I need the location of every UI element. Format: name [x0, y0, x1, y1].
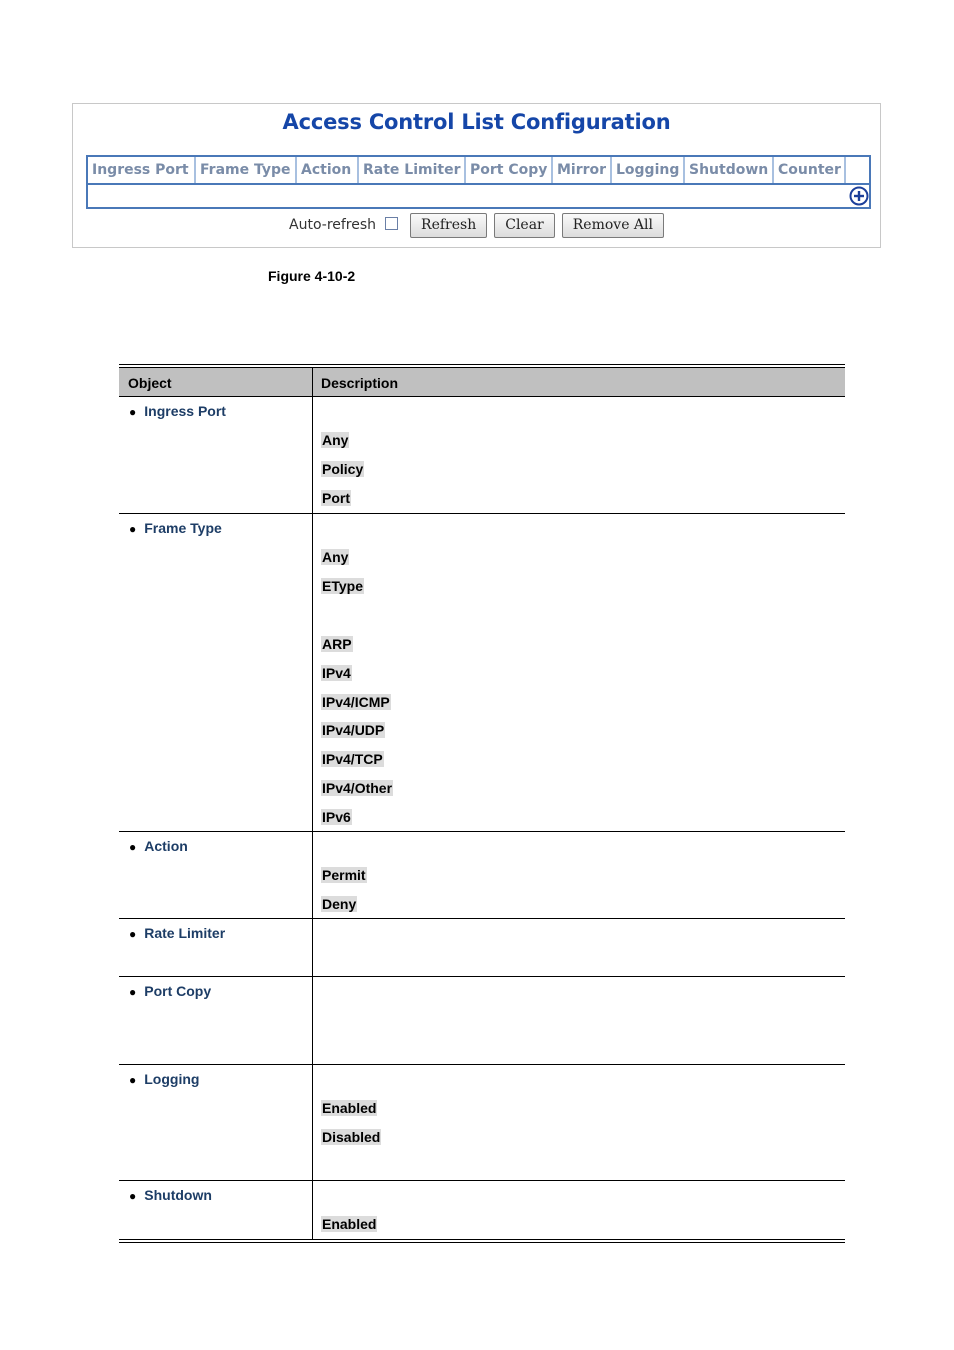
option-label: IPv4/UDP — [322, 722, 385, 738]
description-cell — [313, 514, 845, 831]
object-cell — [119, 397, 313, 513]
option-label: Enabled — [322, 1100, 377, 1116]
option-label: Policy — [322, 461, 364, 477]
col-action: Action — [297, 157, 359, 183]
refresh-button[interactable]: Refresh — [410, 213, 487, 238]
col-ingress-port: Ingress Port — [88, 157, 196, 183]
option-label: Deny — [322, 896, 357, 912]
col-rate-limiter: Rate Limiter — [359, 157, 466, 183]
option-label: Enabled — [322, 1216, 377, 1232]
option-label: IPv4/Other — [322, 780, 393, 796]
col-frame-type: Frame Type — [196, 157, 297, 183]
description-cell — [313, 1065, 845, 1180]
bullet-icon: ● — [129, 1073, 137, 1087]
object-cell — [119, 1181, 313, 1240]
col-mirror: Mirror — [553, 157, 612, 183]
col-shutdown: Shutdown — [685, 157, 774, 183]
table-row-logging — [119, 1065, 845, 1181]
object-cell — [119, 977, 313, 1064]
object-cell — [119, 919, 313, 976]
remove-all-button[interactable]: Remove All — [562, 213, 664, 238]
col-counter: Counter — [774, 157, 846, 183]
option-label: Disabled — [322, 1129, 381, 1145]
col-add — [846, 157, 869, 183]
header-description: Description — [321, 375, 399, 391]
table-header — [119, 368, 845, 397]
option-label: Any — [322, 549, 349, 565]
bullet-icon: ● — [129, 522, 137, 536]
description-cell — [313, 919, 845, 976]
acl-config-panel — [72, 103, 881, 248]
table-row-shutdown — [119, 1181, 845, 1240]
description-cell — [313, 397, 845, 513]
option-label: Port — [322, 490, 350, 506]
col-logging: Logging — [612, 157, 685, 183]
col-port-copy: Port Copy — [466, 157, 553, 183]
option-label: Any — [322, 432, 349, 448]
controls-bar — [289, 212, 671, 238]
bullet-icon: ● — [129, 927, 137, 941]
option-label: IPv6 — [322, 809, 351, 825]
bullet-icon: ● — [129, 1189, 137, 1203]
acl-table-header — [88, 157, 869, 185]
header-object: Object — [119, 368, 313, 396]
object-label: Shutdown — [144, 1187, 212, 1203]
clear-button[interactable]: Clear — [494, 213, 555, 238]
object-label: Port Copy — [144, 983, 212, 999]
plus-circle-icon[interactable] — [849, 186, 869, 206]
object-label: Action — [144, 838, 188, 854]
table-row-action — [119, 832, 845, 919]
table-row-ingress-port — [119, 397, 845, 514]
option-label: ARP — [322, 636, 352, 652]
object-label: Logging — [144, 1071, 200, 1087]
auto-refresh-label: Auto-refresh — [289, 217, 377, 233]
object-label: Ingress Port — [144, 403, 226, 419]
bullet-icon: ● — [129, 985, 137, 999]
bullet-icon: ● — [129, 405, 137, 419]
option-label: IPv4/TCP — [322, 751, 383, 767]
description-cell — [313, 1181, 845, 1240]
option-label: IPv4/ICMP — [322, 694, 390, 710]
object-cell — [119, 1065, 313, 1180]
acl-table — [86, 155, 871, 209]
table-row-frame-type — [119, 514, 845, 832]
table-row-port-copy — [119, 977, 845, 1065]
object-label: Frame Type — [144, 520, 222, 536]
object-label: Rate Limiter — [144, 925, 226, 941]
bullet-icon: ● — [129, 840, 137, 854]
object-cell — [119, 514, 313, 831]
object-cell — [119, 832, 313, 918]
description-cell — [313, 977, 845, 1064]
panel-title: Access Control List Configuration — [282, 110, 671, 134]
object-description-table — [119, 364, 845, 1243]
option-label: EType — [322, 578, 363, 594]
auto-refresh-checkbox[interactable] — [385, 217, 398, 230]
option-label: Permit — [322, 867, 366, 883]
option-label: IPv4 — [322, 665, 351, 681]
figure-caption: Figure 4-10-2 — [268, 268, 356, 284]
table-row-rate-limiter — [119, 919, 845, 977]
description-cell — [313, 832, 845, 918]
